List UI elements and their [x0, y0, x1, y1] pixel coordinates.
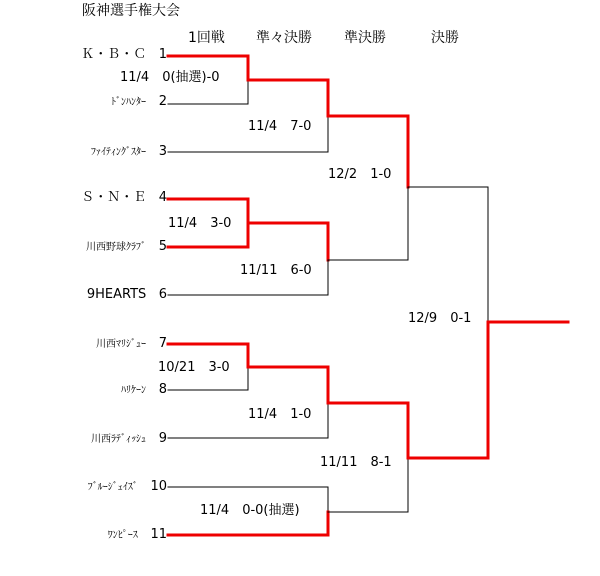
- team-seed: 5: [158, 239, 167, 254]
- team-name: ﾜﾝﾋﾟｰｽ: [107, 530, 138, 541]
- team-name: 川西ﾏﾘｼﾞｭｰ: [96, 339, 146, 350]
- team-seed: 11: [150, 527, 167, 542]
- round-label-quarterfinal: 準々決勝: [256, 30, 312, 46]
- team-name: 川西ﾗﾃﾞｨｯｼｭ: [91, 434, 146, 445]
- bracket-win-line: [248, 367, 328, 403]
- match-result-final: 12/9 0-1: [408, 311, 472, 326]
- team-seed: 9: [158, 431, 167, 446]
- match-result-qf3: 11/4 1-0: [248, 407, 312, 422]
- round-label-semifinal: 準決勝: [344, 30, 386, 46]
- team-entry: [81, 190, 167, 206]
- team-entry: [86, 239, 167, 256]
- team-seed: 4: [158, 190, 167, 205]
- team-seed: 8: [158, 382, 167, 397]
- team-entry: [121, 382, 167, 399]
- team-name: ﾌｧｲﾃｨﾝｸﾞｽﾀｰ: [91, 147, 146, 158]
- team-entry: [111, 94, 167, 111]
- team-entry: [91, 431, 167, 448]
- team-entry: [91, 144, 167, 161]
- match-result-r1b: 11/4 3-0: [168, 216, 232, 231]
- team-name: Ｋ・Ｂ・Ｃ: [81, 47, 147, 62]
- team-seed: 2: [158, 94, 167, 109]
- team-name: 川西野球ｸﾗﾌﾞ: [86, 242, 146, 253]
- round-label-1: 1回戦: [188, 30, 225, 46]
- team-seed: 7: [158, 336, 167, 351]
- team-seed: 1: [158, 47, 167, 62]
- team-seed: 3: [158, 144, 167, 159]
- bracket-win-line: [248, 80, 328, 116]
- team-name: ﾄﾞﾝﾊﾝﾀｰ: [111, 97, 146, 108]
- team-seed: 10: [150, 479, 167, 494]
- team-entry: [81, 47, 167, 63]
- tournament-title: 阪神選手権大会: [82, 3, 180, 19]
- team-entry: [88, 479, 167, 496]
- team-entry: [108, 527, 167, 544]
- team-name: ﾊﾘｹｰﾝ: [121, 385, 146, 396]
- match-result-r1c: 10/21 3-0: [158, 360, 230, 375]
- match-result-sf2: 11/11 8-1: [320, 455, 392, 470]
- team-seed: 6: [158, 287, 167, 302]
- match-result-sf1: 12/2 1-0: [328, 167, 392, 182]
- bracket-line: [408, 187, 488, 322]
- bracket-win-line: [328, 403, 408, 458]
- match-result-r1a: 11/4 0(抽選)-0: [120, 70, 220, 85]
- round-label-final: 決勝: [431, 30, 459, 46]
- team-entry: [96, 336, 167, 353]
- bracket-win-line: [408, 322, 488, 458]
- team-entry: [87, 287, 167, 303]
- match-result-qf2: 11/11 6-0: [240, 263, 312, 278]
- team-name: 9HEARTS: [86, 287, 147, 302]
- team-name: ﾌﾞﾙｰｼﾞｪｲｽﾞ: [87, 482, 138, 493]
- match-result-qf1: 11/4 7-0: [248, 119, 312, 134]
- team-name: Ｓ・Ｎ・Ｅ: [81, 190, 147, 205]
- match-result-qf4: 11/4 0-0(抽選): [200, 503, 300, 518]
- bracket-win-line: [248, 223, 328, 260]
- bracket-line: [328, 187, 408, 260]
